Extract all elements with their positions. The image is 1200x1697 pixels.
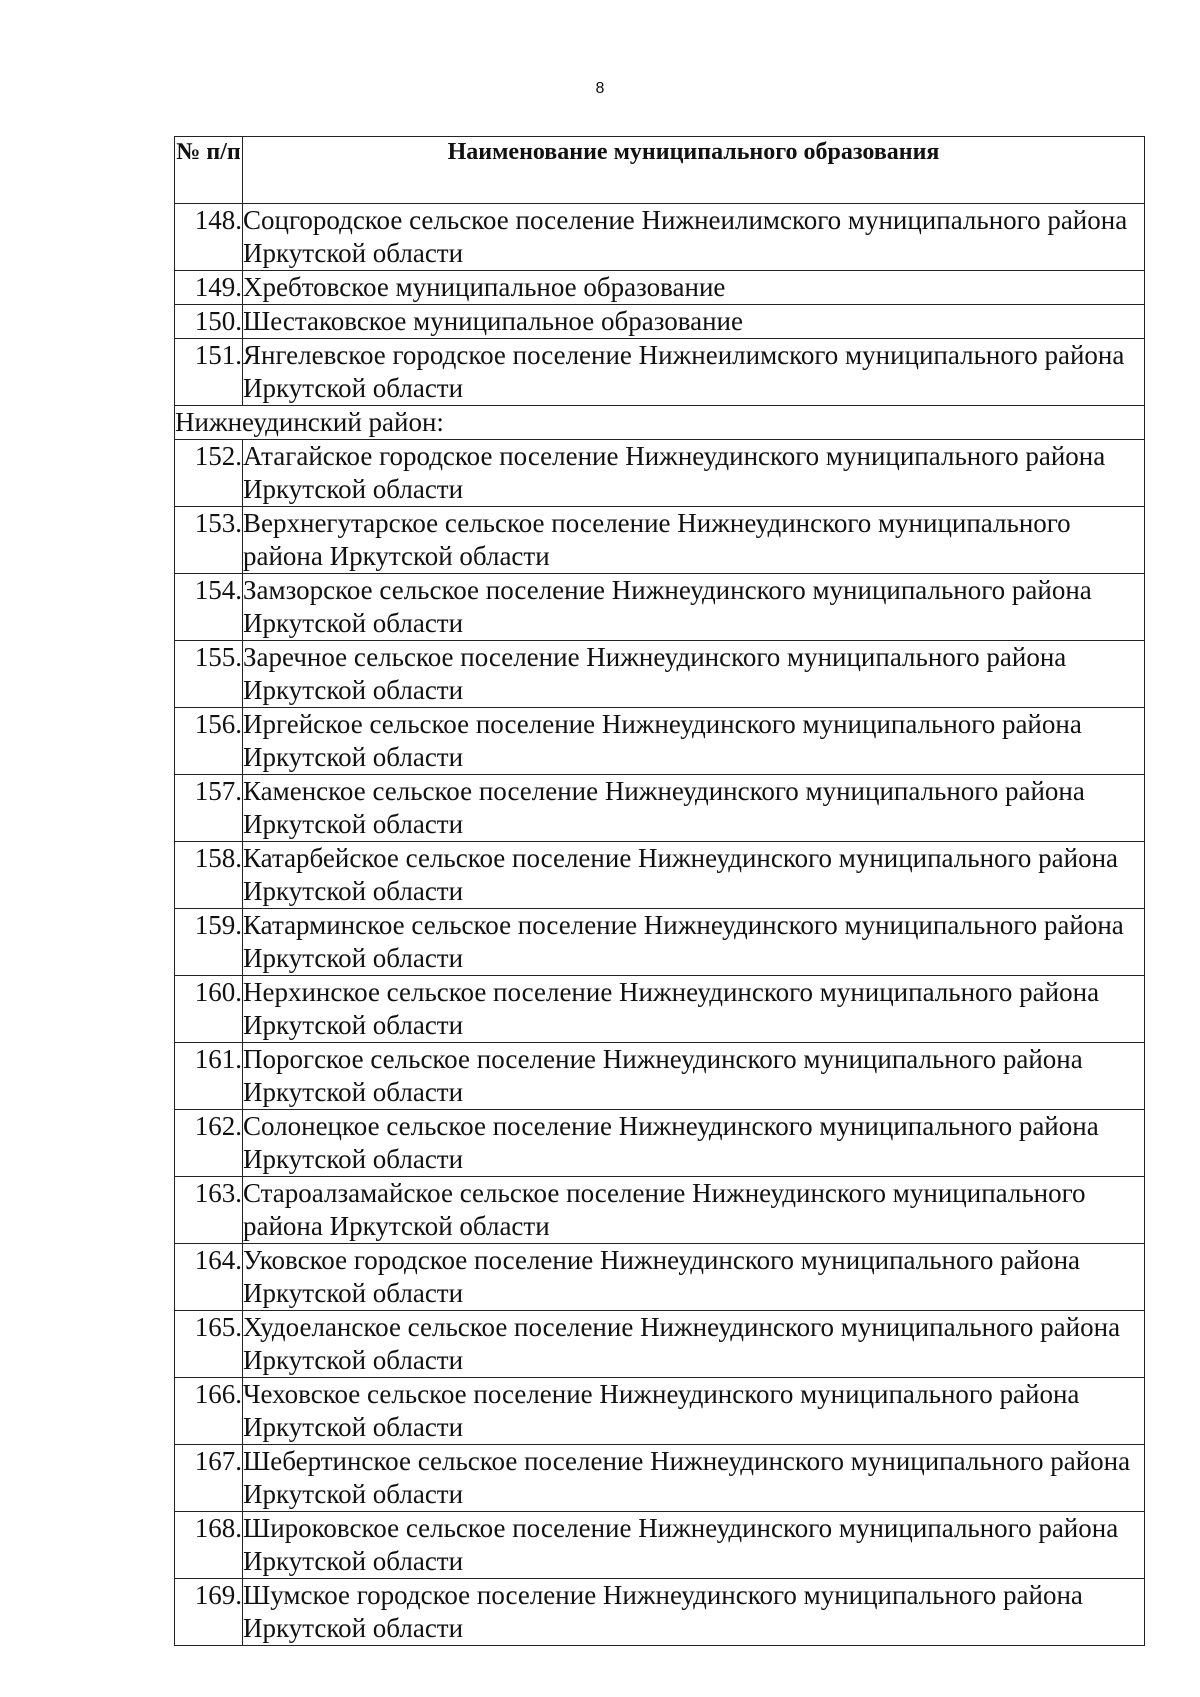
row-number: 161. xyxy=(175,1043,243,1110)
table-row xyxy=(175,507,1145,574)
row-number: 158. xyxy=(175,842,243,909)
table-row xyxy=(175,976,1145,1043)
row-name: Шебертинское сельское поселение Нижнеудинского муниципального района Иркутской области xyxy=(243,1445,1145,1512)
row-number: 162. xyxy=(175,1110,243,1177)
row-name: Солонецкое сельское поселение Нижнеудинского муниципального района Иркутской области xyxy=(243,1110,1145,1177)
table-row xyxy=(175,440,1145,507)
table-row xyxy=(175,339,1145,406)
row-name: Соцгородское сельское поселение Нижнеилимского муниципального района Иркутской области xyxy=(243,204,1145,271)
row-number: 167. xyxy=(175,1445,243,1512)
row-number: 160. xyxy=(175,976,243,1043)
row-number: 157. xyxy=(175,775,243,842)
row-name: Шестаковское муниципальное образование xyxy=(243,305,1145,339)
row-name: Верхнегутарское сельское поселение Нижнеудинского муниципального района Иркутской области xyxy=(243,507,1145,574)
section-heading: Нижнеудинский район: xyxy=(175,406,1145,440)
row-name: Хребтовское муниципальное образование xyxy=(243,271,1145,305)
row-number: 165. xyxy=(175,1311,243,1378)
table-header-row xyxy=(175,137,1145,204)
row-number: 151. xyxy=(175,339,243,406)
row-name: Замзорское сельское поселение Нижнеудинского муниципального района Иркутской области xyxy=(243,574,1145,641)
table-row xyxy=(175,1311,1145,1378)
row-name: Шумское городское поселение Нижнеудинского муниципального района Иркутской области xyxy=(243,1579,1145,1646)
table-row xyxy=(175,775,1145,842)
row-name: Порогское сельское поселение Нижнеудинского муниципального района Иркутской области xyxy=(243,1043,1145,1110)
row-name: Уковское городское поселение Нижнеудинского муниципального района Иркутской области xyxy=(243,1244,1145,1311)
section-row xyxy=(175,406,1145,440)
row-number: 168. xyxy=(175,1512,243,1579)
row-name: Староалзамайское сельское поселение Нижнеудинского муниципального района Иркутской области xyxy=(243,1177,1145,1244)
row-name: Нерхинское сельское поселение Нижнеудинского муниципального района Иркутской области xyxy=(243,976,1145,1043)
row-name: Янгелевское городское поселение Нижнеилимского муниципального района Иркутской области xyxy=(243,339,1145,406)
table-row xyxy=(175,1244,1145,1311)
row-number: 163. xyxy=(175,1177,243,1244)
table-row xyxy=(175,1043,1145,1110)
row-name: Атагайское городское поселение Нижнеудинского муниципального района Иркутской области xyxy=(243,440,1145,507)
table-row xyxy=(175,1512,1145,1579)
table-row xyxy=(175,204,1145,271)
row-number: 159. xyxy=(175,909,243,976)
row-name: Худоеланское сельское поселение Нижнеудинского муниципального района Иркутской области xyxy=(243,1311,1145,1378)
municipalities-table xyxy=(174,136,1145,1646)
row-name: Широковское сельское поселение Нижнеудинского муниципального района Иркутской области xyxy=(243,1512,1145,1579)
table-row xyxy=(175,305,1145,339)
table-row xyxy=(175,1445,1145,1512)
table-row xyxy=(175,842,1145,909)
row-number: 155. xyxy=(175,641,243,708)
row-name: Чеховское сельское поселение Нижнеудинского муниципального района Иркутской области xyxy=(243,1378,1145,1445)
row-name: Каменское сельское поселение Нижнеудинского муниципального района Иркутской области xyxy=(243,775,1145,842)
table-row xyxy=(175,1378,1145,1445)
table-row xyxy=(175,641,1145,708)
row-number: 149. xyxy=(175,271,243,305)
table-row xyxy=(175,708,1145,775)
row-number: 164. xyxy=(175,1244,243,1311)
table-row xyxy=(175,271,1145,305)
header-number: № п/п xyxy=(175,137,243,204)
row-number: 169. xyxy=(175,1579,243,1646)
row-number: 154. xyxy=(175,574,243,641)
row-number: 166. xyxy=(175,1378,243,1445)
table-row xyxy=(175,1110,1145,1177)
row-name: Заречное сельское поселение Нижнеудинского муниципального района Иркутской области xyxy=(243,641,1145,708)
table-row xyxy=(175,1177,1145,1244)
row-number: 148. xyxy=(175,204,243,271)
header-name: Наименование муниципального образования xyxy=(243,137,1145,204)
row-number: 150. xyxy=(175,305,243,339)
row-name: Катарбейское сельское поселение Нижнеудинского муниципального района Иркутской области xyxy=(243,842,1145,909)
table-row xyxy=(175,909,1145,976)
row-number: 156. xyxy=(175,708,243,775)
row-name: Катарминское сельское поселение Нижнеудинского муниципального района Иркутской области xyxy=(243,909,1145,976)
row-name: Иргейское сельское поселение Нижнеудинского муниципального района Иркутской области xyxy=(243,708,1145,775)
row-number: 153. xyxy=(175,507,243,574)
page-number: 8 xyxy=(595,80,605,97)
table-row xyxy=(175,1579,1145,1646)
row-number: 152. xyxy=(175,440,243,507)
table-row xyxy=(175,574,1145,641)
